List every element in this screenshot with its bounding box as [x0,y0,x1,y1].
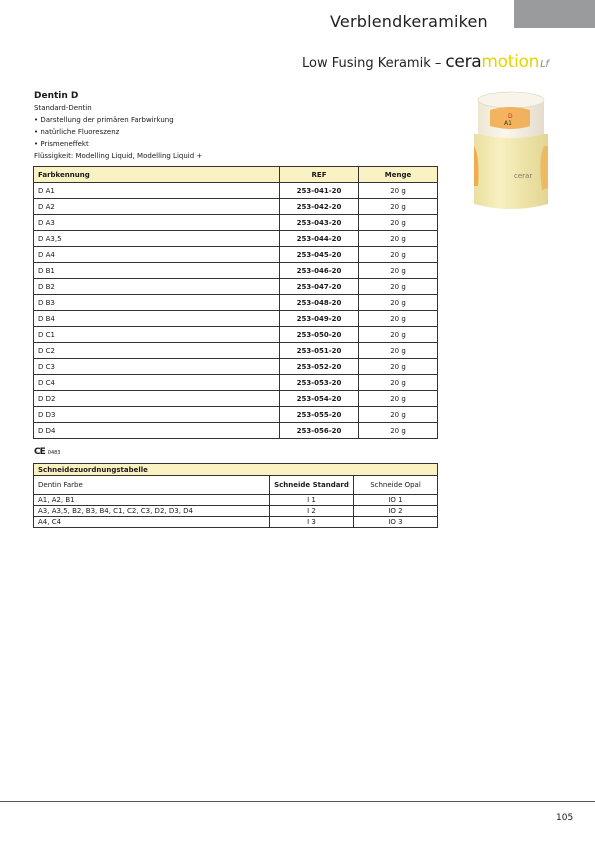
cell-opal: IO 2 [354,506,438,517]
cell-qty: 20 g [359,311,438,327]
product-table [33,166,438,439]
cell-qty: 20 g [359,423,438,439]
cell-ref: 253-047-20 [280,279,359,295]
cell-qty: 20 g [359,231,438,247]
jar-label-top: D [508,113,513,120]
cell-ref: 253-043-20 [280,215,359,231]
cell-shade: D C4 [34,375,280,391]
cell-shade: D C2 [34,343,280,359]
table-row [34,199,438,215]
table-row [34,407,438,423]
product-bullet: • Darstellung der primären Farbwirkung [34,116,174,124]
product-subtitle: Standard-Dentin [34,104,92,112]
cell-shade: D A1 [34,183,280,199]
col-header-schneide-opal: Schneide Opal [354,476,438,495]
table-row [34,247,438,263]
cell-dentin-shades: A3, A3,5, B2, B3, B4, C1, C2, C3, D2, D3, D4 [34,506,270,517]
brand-line [302,52,549,76]
table-row [34,495,438,506]
cell-ref: 253-055-20 [280,407,359,423]
cell-standard: I 1 [270,495,354,506]
table-row [34,506,438,517]
table-header-row [34,167,438,183]
ce-number: 0483 [47,450,61,456]
ce-mark-icon: CE [34,447,45,457]
cell-shade: D B1 [34,263,280,279]
header-tab [514,0,595,28]
table-header-row [34,476,438,495]
cell-shade: D A4 [34,247,280,263]
jar-brand-text: cerar [514,172,533,180]
cell-ref: 253-045-20 [280,247,359,263]
product-title: Dentin D [34,91,79,101]
table-row [34,279,438,295]
cell-shade: D B4 [34,311,280,327]
table-row [34,423,438,439]
brand-text: Low Fusing Keramik – [302,56,442,71]
cell-qty: 20 g [359,327,438,343]
ceramotion-logo: ceramotionLf [445,52,549,72]
cell-ref: 253-049-20 [280,311,359,327]
cell-qty: 20 g [359,391,438,407]
cell-qty: 20 g [359,295,438,311]
cell-opal: IO 1 [354,495,438,506]
col-header-menge: Menge [359,167,438,183]
table-row [34,311,438,327]
cell-qty: 20 g [359,359,438,375]
cell-opal: IO 3 [354,517,438,528]
page-title: Verblendkeramiken [330,12,488,31]
cell-dentin-shades: A1, A2, B1 [34,495,270,506]
table-row [34,231,438,247]
cell-shade: D D4 [34,423,280,439]
table-row [34,391,438,407]
cell-shade: D A2 [34,199,280,215]
table-caption: Schneidezuordnungstabelle [34,464,438,476]
cell-ref: 253-044-20 [280,231,359,247]
cell-shade: D B3 [34,295,280,311]
table-row [34,215,438,231]
table-row [34,343,438,359]
jar-label-code: A1 [504,120,512,127]
cell-standard: I 3 [270,517,354,528]
cell-ref: 253-041-20 [280,183,359,199]
cell-shade: D D2 [34,391,280,407]
cell-ref: 253-042-20 [280,199,359,215]
product-liquid: Flüssigkeit: Modelling Liquid, Modelling Liquid + [34,152,203,160]
table-row [34,517,438,528]
footer-divider [0,801,595,802]
page-number: 105 [556,813,574,823]
cell-qty: 20 g [359,215,438,231]
cell-qty: 20 g [359,279,438,295]
cell-standard: I 2 [270,506,354,517]
cell-shade: D B2 [34,279,280,295]
product-bullet: • natürliche Fluoreszenz [34,128,120,136]
cell-ref: 253-053-20 [280,375,359,391]
cell-ref: 253-048-20 [280,295,359,311]
cell-qty: 20 g [359,375,438,391]
cell-qty: 20 g [359,263,438,279]
cell-qty: 20 g [359,199,438,215]
col-header-schneide-standard: Schneide Standard [270,476,354,495]
table-row [34,183,438,199]
cell-shade: D A3 [34,215,280,231]
table-row [34,263,438,279]
ce-marking [34,447,61,457]
table-row [34,327,438,343]
table-row [34,359,438,375]
cell-ref: 253-056-20 [280,423,359,439]
cell-shade: D A3,5 [34,231,280,247]
col-header-farbkennung: Farbkennung [34,167,280,183]
incisal-assignment-table [33,463,438,528]
cell-shade: D C1 [34,327,280,343]
col-header-dentin-farbe: Dentin Farbe [34,476,270,495]
cell-dentin-shades: A4, C4 [34,517,270,528]
table-row [34,375,438,391]
product-jar-image [468,86,554,214]
cell-qty: 20 g [359,247,438,263]
table-caption-row [34,464,438,476]
table-row [34,295,438,311]
cell-ref: 253-052-20 [280,359,359,375]
product-description [34,90,202,162]
cell-shade: D C3 [34,359,280,375]
cell-qty: 20 g [359,343,438,359]
product-bullet: • Prismeneffekt [34,140,89,148]
cell-ref: 253-054-20 [280,391,359,407]
cell-ref: 253-051-20 [280,343,359,359]
cell-qty: 20 g [359,183,438,199]
col-header-ref: REF [280,167,359,183]
cell-ref: 253-046-20 [280,263,359,279]
cell-shade: D D3 [34,407,280,423]
cell-ref: 253-050-20 [280,327,359,343]
cell-qty: 20 g [359,407,438,423]
